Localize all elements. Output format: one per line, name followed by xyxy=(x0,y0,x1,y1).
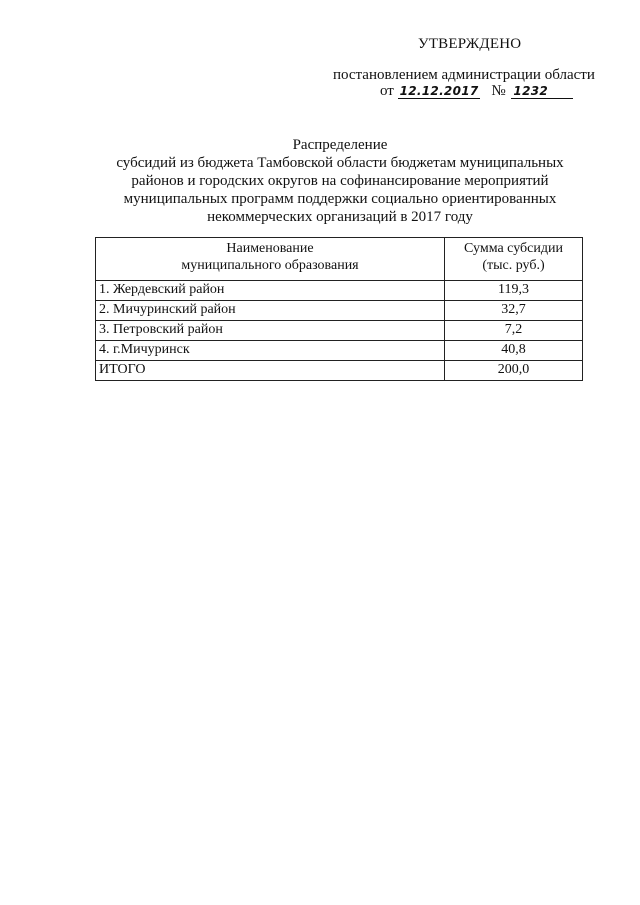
approval-stamp-title: УТВЕРЖДЕНО xyxy=(418,36,522,52)
total-sum: 200,0 xyxy=(445,361,583,381)
row-name: 1. Жердевский район xyxy=(96,281,445,301)
table-header-row xyxy=(96,238,583,281)
title-line: Распределение xyxy=(292,137,388,153)
header-line: Сумма субсидии xyxy=(464,241,563,256)
decree-number: 1232 xyxy=(511,84,573,99)
decree-date-number xyxy=(380,83,573,100)
header-line: муниципального образования xyxy=(181,258,359,273)
row-sum: 7,2 xyxy=(445,321,583,341)
decree-caption: постановлением администрации области xyxy=(333,67,595,83)
header-line: Наименование xyxy=(226,241,314,256)
date-prefix: от xyxy=(380,83,394,99)
title-line: районов и городских округов на софинансирование мероприятий xyxy=(131,173,549,189)
document-title xyxy=(100,136,580,226)
header-line: (тыс. руб.) xyxy=(482,258,545,273)
table-row xyxy=(96,321,583,341)
title-line: субсидий из бюджета Тамбовской области бюджетам муниципальных xyxy=(116,155,564,171)
table-row xyxy=(96,301,583,321)
title-line: муниципальных программ поддержки социально ориентированных xyxy=(123,191,557,207)
row-name: 2. Мичуринский район xyxy=(96,301,445,321)
total-label: ИТОГО xyxy=(96,361,445,381)
row-sum: 32,7 xyxy=(445,301,583,321)
table-row xyxy=(96,341,583,361)
row-name: 4. г.Мичуринск xyxy=(96,341,445,361)
table-row xyxy=(96,281,583,301)
row-name: 3. Петровский район xyxy=(96,321,445,341)
column-header-sum xyxy=(445,238,583,281)
table-row-total xyxy=(96,361,583,381)
row-sum: 40,8 xyxy=(445,341,583,361)
column-header-municipality xyxy=(96,238,445,281)
decree-date: 12.12.2017 xyxy=(399,84,479,98)
row-sum: 119,3 xyxy=(445,281,583,301)
subsidy-table xyxy=(95,237,583,381)
title-line: некоммерческих организаций в 2017 году xyxy=(207,209,473,225)
number-prefix: № xyxy=(491,83,506,99)
